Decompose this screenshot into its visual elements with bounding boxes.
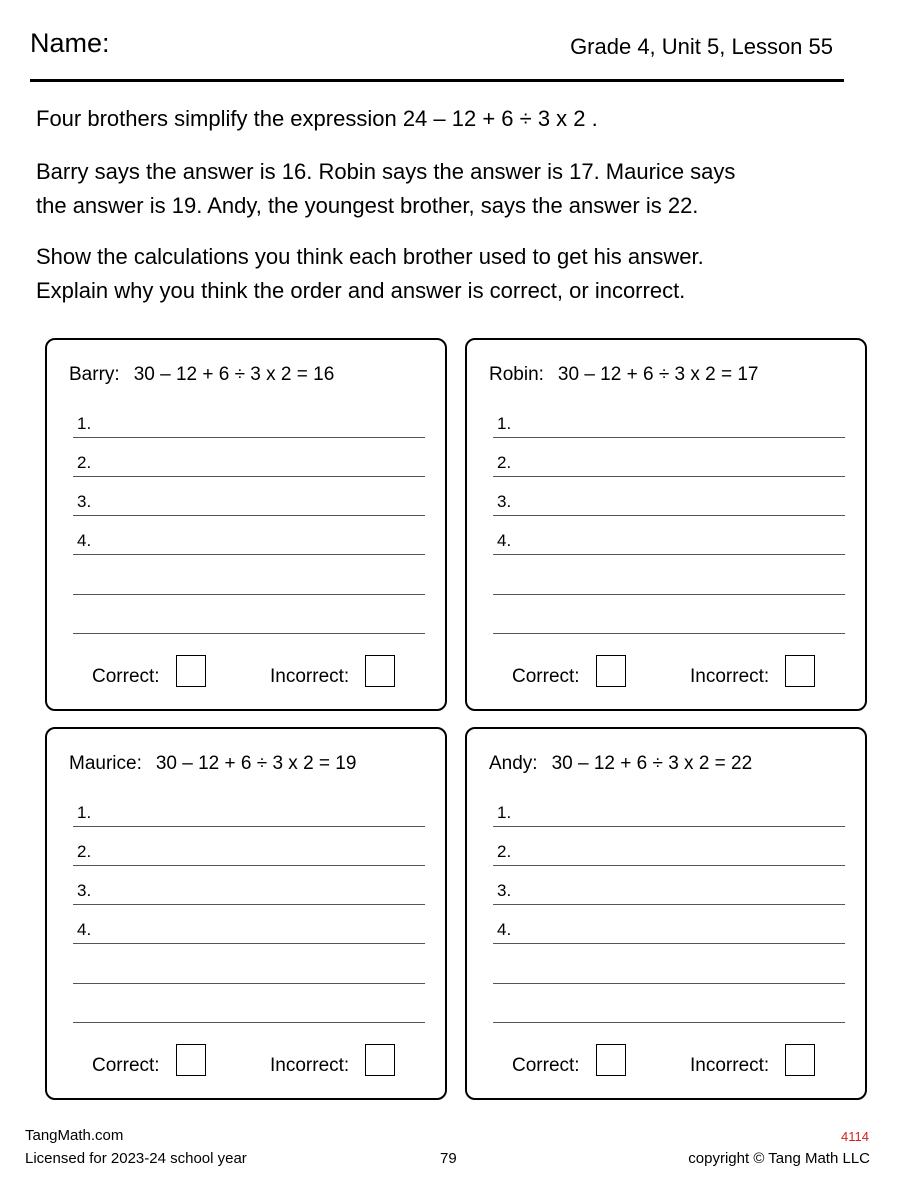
instruction-line-2: Explain why you think the order and answer is correct, or incorrect. [36, 278, 686, 303]
card-robin [465, 338, 867, 711]
name-label: Name: [30, 28, 110, 58]
page-number: 79 [440, 1150, 457, 1167]
worksheet-code: 4114 [841, 1129, 869, 1144]
step-number: 3. [77, 881, 92, 900]
step-number: 4. [497, 920, 512, 939]
answer-line-4[interactable] [73, 524, 425, 555]
incorrect-checkbox[interactable] [785, 655, 815, 687]
footer-license: Licensed for 2023-24 school year [25, 1150, 247, 1167]
answer-line-3[interactable] [73, 485, 425, 516]
incorrect-label: Incorrect: [690, 666, 770, 687]
answer-line-1[interactable] [493, 407, 845, 438]
brother-name: Robin: [489, 364, 544, 385]
brother-name: Maurice: [69, 753, 142, 774]
correct-label: Correct: [92, 666, 160, 687]
step-number: 4. [77, 920, 92, 939]
step-number: 1. [497, 803, 512, 822]
card-title [489, 364, 759, 386]
problem-claims-line-2: the answer is 19. Andy, the youngest brother, says the answer is 22. [36, 193, 699, 218]
lesson-label: Grade 4, Unit 5, Lesson 55 [570, 34, 833, 59]
explanation-line-2[interactable] [493, 603, 845, 634]
answer-line-4[interactable] [493, 524, 845, 555]
answer-line-2[interactable] [73, 835, 425, 866]
answer-line-3[interactable] [493, 485, 845, 516]
incorrect-label: Incorrect: [270, 666, 350, 687]
header-divider [30, 79, 844, 82]
incorrect-label: Incorrect: [270, 1055, 350, 1076]
answer-line-3[interactable] [73, 874, 425, 905]
answer-line-1[interactable] [493, 796, 845, 827]
instruction-line-1: Show the calculations you think each brother used to get his answer. [36, 244, 704, 269]
brother-expression: 30 – 12 + 6 ÷ 3 x 2 = 22 [551, 753, 753, 774]
card-maurice [45, 727, 447, 1100]
card-title [69, 753, 356, 775]
explanation-line-1[interactable] [73, 953, 425, 984]
step-number: 3. [77, 492, 92, 511]
answer-line-2[interactable] [493, 446, 845, 477]
step-number: 2. [77, 453, 92, 472]
step-number: 3. [497, 881, 512, 900]
step-number: 2. [497, 842, 512, 861]
correct-label: Correct: [512, 666, 580, 687]
explanation-line-2[interactable] [73, 603, 425, 634]
answer-line-1[interactable] [73, 407, 425, 438]
step-number: 4. [77, 531, 92, 550]
answer-line-2[interactable] [493, 835, 845, 866]
correct-checkbox[interactable] [596, 1044, 626, 1076]
explanation-line-1[interactable] [493, 564, 845, 595]
answer-line-2[interactable] [73, 446, 425, 477]
step-number: 1. [77, 414, 92, 433]
correct-checkbox[interactable] [596, 655, 626, 687]
brother-expression: 30 – 12 + 6 ÷ 3 x 2 = 19 [155, 753, 357, 774]
footer-copyright: copyright © Tang Math LLC [688, 1150, 870, 1167]
card-title [69, 364, 334, 386]
footer-site: TangMath.com [25, 1127, 124, 1144]
correct-checkbox[interactable] [176, 1044, 206, 1076]
correct-checkbox[interactable] [176, 655, 206, 687]
brother-expression: 30 – 12 + 6 ÷ 3 x 2 = 17 [557, 364, 759, 385]
card-andy [465, 727, 867, 1100]
answer-line-3[interactable] [493, 874, 845, 905]
step-number: 3. [497, 492, 512, 511]
explanation-line-1[interactable] [493, 953, 845, 984]
correct-label: Correct: [512, 1055, 580, 1076]
step-number: 2. [77, 842, 92, 861]
incorrect-checkbox[interactable] [365, 1044, 395, 1076]
step-number: 1. [497, 414, 512, 433]
answer-line-1[interactable] [73, 796, 425, 827]
step-number: 2. [497, 453, 512, 472]
incorrect-label: Incorrect: [690, 1055, 770, 1076]
brother-expression: 30 – 12 + 6 ÷ 3 x 2 = 16 [133, 364, 335, 385]
brother-name: Andy: [489, 753, 538, 774]
step-number: 1. [77, 803, 92, 822]
card-title [489, 753, 752, 775]
incorrect-checkbox[interactable] [785, 1044, 815, 1076]
correct-label: Correct: [92, 1055, 160, 1076]
explanation-line-2[interactable] [493, 992, 845, 1023]
card-barry [45, 338, 447, 711]
problem-claims-line-1: Barry says the answer is 16. Robin says the answer is 17. Maurice says [36, 159, 736, 184]
step-number: 4. [497, 531, 512, 550]
explanation-line-2[interactable] [73, 992, 425, 1023]
answer-line-4[interactable] [493, 913, 845, 944]
problem-intro: Four brothers simplify the expression 24 – 12 + 6 ÷ 3 x 2 . [36, 106, 598, 131]
answer-line-4[interactable] [73, 913, 425, 944]
incorrect-checkbox[interactable] [365, 655, 395, 687]
explanation-line-1[interactable] [73, 564, 425, 595]
brother-name: Barry: [69, 364, 120, 385]
